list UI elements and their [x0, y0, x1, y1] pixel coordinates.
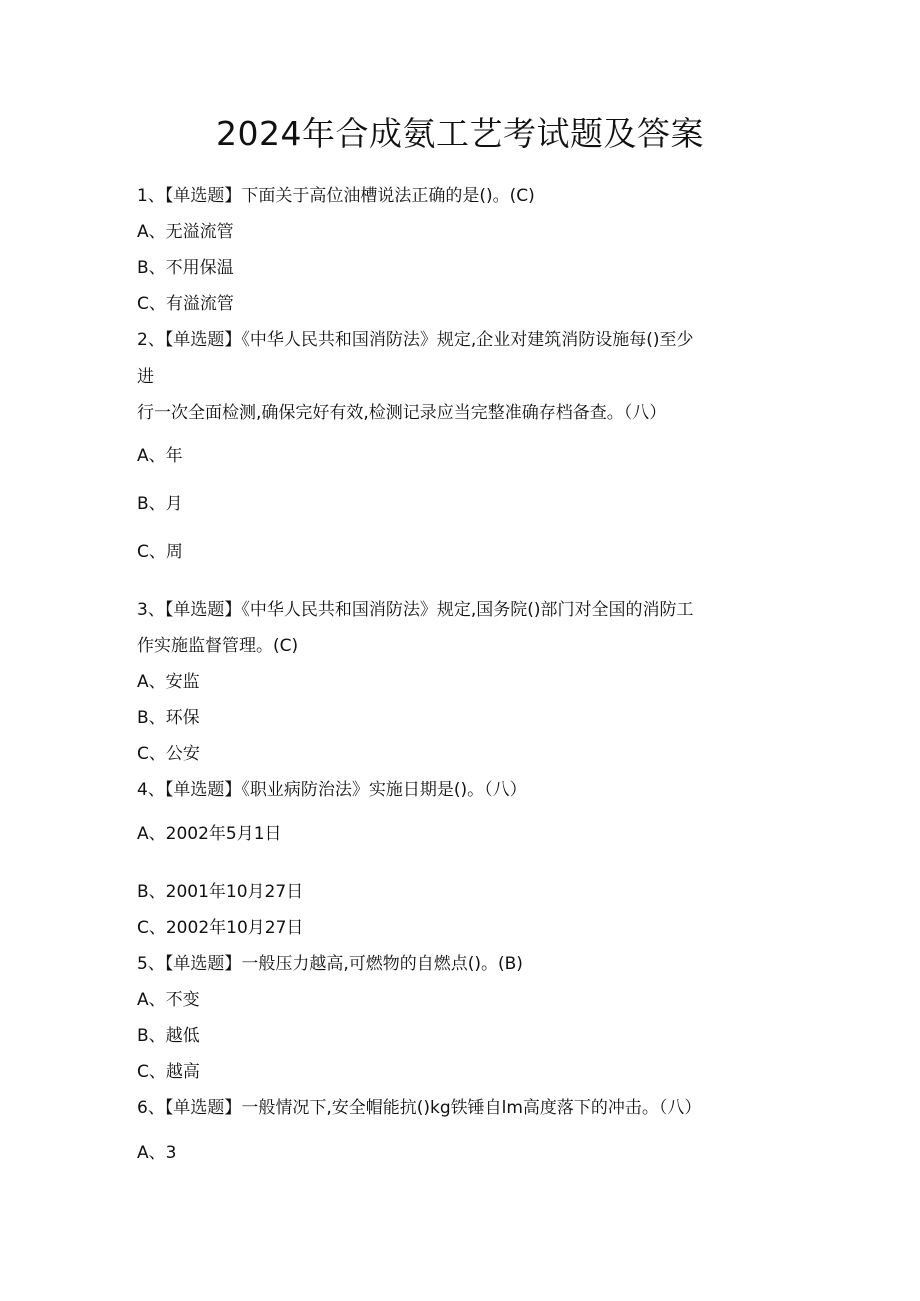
document-title: 2024年合成氨工艺考试题及答案 [216, 114, 704, 153]
q1-option-b: B、不用保温 [137, 258, 234, 278]
question-6: 6、【单选题】一般情况下,安全帽能抗()kg铁锤自lm高度落下的冲击。（八） [137, 1098, 702, 1118]
question-5: 5、【单选题】一般压力越高,可燃物的自燃点()。(B) [137, 954, 523, 974]
q5-option-c: C、越高 [137, 1062, 200, 1082]
q3-option-a: A、安监 [137, 672, 200, 692]
q1-option-a: A、无溢流管 [137, 222, 234, 242]
question-3-continued: 作实施监督管理。(C) [137, 636, 299, 656]
question-3: 3、【单选题】《中华人民共和国消防法》规定,国务院()部门对全国的消防工 [137, 600, 694, 620]
question-2: 2、【单选题】《中华人民共和国消防法》规定,企业对建筑消防设施每()至少 [137, 330, 694, 350]
q4-option-b: B、2001年10月27日 [137, 882, 304, 902]
q5-option-b: B、越低 [137, 1026, 200, 1046]
q3-option-c: C、公安 [137, 744, 200, 764]
q1-option-c: C、有溢流管 [137, 294, 234, 314]
q3-option-b: B、环保 [137, 708, 200, 728]
q2-option-b: B、月 [137, 494, 183, 514]
question-2-continued: 行一次全面检测,确保完好有效,检测记录应当完整准确存档备查。（八） [137, 403, 667, 423]
q5-option-a: A、不变 [137, 990, 200, 1010]
q2-option-a: A、年 [137, 446, 183, 466]
q6-option-a: A、3 [137, 1143, 177, 1163]
question-1: 1、【单选题】下面关于高位油槽说法正确的是()。(C) [137, 186, 535, 206]
q2-option-c: C、周 [137, 542, 183, 562]
question-4: 4、【单选题】《职业病防治法》实施日期是()。（八） [137, 780, 527, 800]
question-2-wrap: 进 [137, 367, 154, 387]
q4-option-a: A、2002年5月1日 [137, 824, 282, 844]
q4-option-c: C、2002年10月27日 [137, 918, 304, 938]
